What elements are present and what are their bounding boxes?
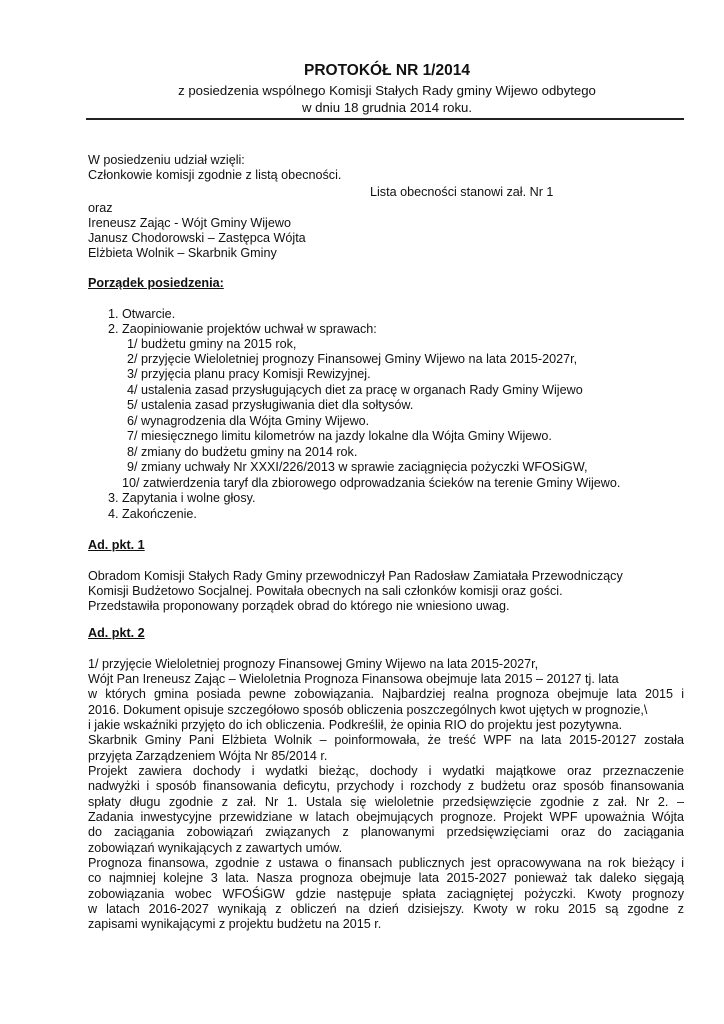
ad-pkt-1-line-1: Obradom Komisji Stałych Rady Gminy przewodniczył Pan Radosław Zamiatała Przewodniczący: [88, 569, 623, 583]
ad-pkt-2-line-14: Prognoza finansowa, zgodnie z ustawa o finansach publicznych jest opracowywana na rok bieżący i: [88, 856, 684, 870]
ad-pkt-2-line-9: nadwyżki i sposób finansowania deficytu, przychody i rozchody z budżetu oraz sposób finansowania: [88, 779, 684, 793]
attendance-attachment-note: Lista obecności stanowi zał. Nr 1: [370, 185, 554, 199]
agenda-subitem-4: 4/ ustalenia zasad przysługujących diet za pracę w organach Rady Gminy Wijewo: [127, 383, 583, 397]
ad-pkt-2-line-12: do zaciągania zobowiązań związanych z planowanymi przedsięwzięciami oraz do zaciągania: [88, 825, 684, 839]
ad-pkt-2-line-17: w latach 2016-2027 wynikają z obliczeń na dzień dzisiejszy. Kwoty w roku 2015 są zgodne z: [88, 902, 684, 916]
agenda-item-2: 2. Zaopiniowanie projektów uchwał w sprawach:: [108, 322, 377, 336]
ad-pkt-2-line-7: przyjęta Zarządzeniem Wójta Nr 85/2014 r.: [88, 749, 328, 763]
agenda-item-3: 3. Zapytania i wolne głosy.: [108, 491, 256, 505]
ad-pkt-1-line-2: Komisji Budżetowo Socjalnej. Powitała obecnych na sali członków komisji oraz gości.: [88, 584, 563, 598]
ad-pkt-2-heading: Ad. pkt. 2: [88, 626, 145, 640]
agenda-subitem-6: 6/ wynagrodzenia dla Wójta Gminy Wijewo.: [127, 414, 370, 428]
agenda-subitem-10: 10/ zatwierdzenia taryf dla zbiorowego odprowadzania ścieków na terenie Gminy Wijewo.: [122, 476, 621, 490]
ad-pkt-1-line-3: Przedstawiła proponowany porządek obrad do którego nie wniesiono uwag.: [88, 599, 510, 613]
ad-pkt-2-line-4: 2016. Dokument opisuje szczegółowo sposób obliczenia poszczególnych kwot ujętych w prognozie,\: [88, 703, 648, 717]
ad-pkt-2-line-3: w których gmina posiada pewne zobowiązania. Najbardziej realna prognoza obejmuje lata 2015 i: [88, 687, 684, 701]
ad-pkt-2-line-15: co najmniej kolejne 3 lata. Nasza prognoza obejmuje lata 2015-2027 ponieważ tak daleko sięgają: [88, 871, 684, 885]
document-title: PROTOKÓŁ NR 1/2014: [304, 62, 470, 79]
attendance-oraz: oraz: [88, 201, 113, 215]
agenda-item-4: 4. Zakończenie.: [108, 507, 197, 521]
document-subtitle-line-2: w dniu 18 grudnia 2014 roku.: [301, 100, 473, 115]
agenda-subitem-3: 3/ przyjęcia planu pracy Komisji Rewizyjnej.: [127, 367, 371, 381]
ad-pkt-2-line-10: spłaty długu zgodnie z zał. Nr 1. Ustala się wieloletnie przedsięwzięcie zgodnie z zał. Nr 2. –: [88, 795, 684, 809]
attendance-members: Członkowie komisji zgodnie z listą obecności.: [88, 168, 342, 182]
agenda-subitem-9: 9/ zmiany uchwały Nr XXXI/226/2013 w sprawie zaciągnięcia pożyczki WFOSiGW,: [127, 460, 588, 474]
agenda-item-1: 1. Otwarcie.: [108, 307, 176, 321]
attendee-wojt: Ireneusz Zając - Wójt Gminy Wijewo: [88, 216, 291, 230]
agenda-subitem-7: 7/ miesięcznego limitu kilometrów na jazdy lokalne dla Wójta Gminy Wijewo.: [127, 429, 552, 443]
agenda-subitem-5: 5/ ustalenia zasad przysługiwania diet dla sołtysów.: [127, 398, 414, 412]
title-divider: [86, 118, 684, 120]
ad-pkt-2-line-6: Skarbnik Gminy Pani Elżbieta Wolnik – poinformowała, że treść WPF na lata 2015-20127 została: [88, 733, 684, 747]
agenda-subitem-1: 1/ budżetu gminy na 2015 rok,: [127, 337, 297, 351]
ad-pkt-2-line-8: Projekt zawiera dochody i wydatki bieżąc, dochody i wydatki majątkowe oraz przeznaczenie: [88, 764, 684, 778]
ad-pkt-2-line-5: i jakie wskaźniki przyjęto do ich obliczenia. Podkreślił, że opinia RIO do projektu jest pozytywna.: [88, 718, 623, 732]
ad-pkt-2-line-16: zobowiązania wobec WFOŚiGW gdzie następuje spłata zaciągniętej pożyczki. Kwoty prognozy: [88, 887, 684, 901]
document-subtitle-line-1: z posiedzenia wspólnego Komisji Stałych Rady gminy Wijewo odbytego: [178, 83, 596, 98]
ad-pkt-2-line-18: zapisami wynikającymi z projektu budżetu na 2015 r.: [88, 917, 382, 931]
ad-pkt-1-heading: Ad. pkt. 1: [88, 538, 145, 552]
ad-pkt-2-line-2: Wójt Pan Ireneusz Zając – Wieloletnia Prognoza Finansowa obejmuje lata 2015 – 20127 tj. lata: [88, 672, 619, 686]
agenda-heading: Porządek posiedzenia:: [88, 276, 224, 290]
attendee-skarbnik: Elżbieta Wolnik – Skarbnik Gminy: [88, 246, 277, 260]
agenda-subitem-8: 8/ zmiany do budżetu gminy na 2014 rok.: [127, 445, 358, 459]
ad-pkt-2-line-11: Zadania inwestycyjne przewidziane w latach obejmujących prognoze. Projekt WPF upoważnia Wójta: [88, 810, 684, 824]
attendee-zastepca: Janusz Chodorowski – Zastępca Wójta: [88, 231, 306, 245]
agenda-subitem-2: 2/ przyjęcie Wieloletniej prognozy Finansowej Gminy Wijewo na lata 2015-2027r,: [127, 352, 578, 366]
ad-pkt-2-line-13: zobowiązań wynikających z zawartych umów.: [88, 841, 343, 855]
attendance-intro: W posiedzeniu udział wzięli:: [88, 153, 245, 167]
ad-pkt-2-line-1: 1/ przyjęcie Wieloletniej prognozy Finansowej Gminy Wijewo na lata 2015-2027r,: [88, 657, 539, 671]
